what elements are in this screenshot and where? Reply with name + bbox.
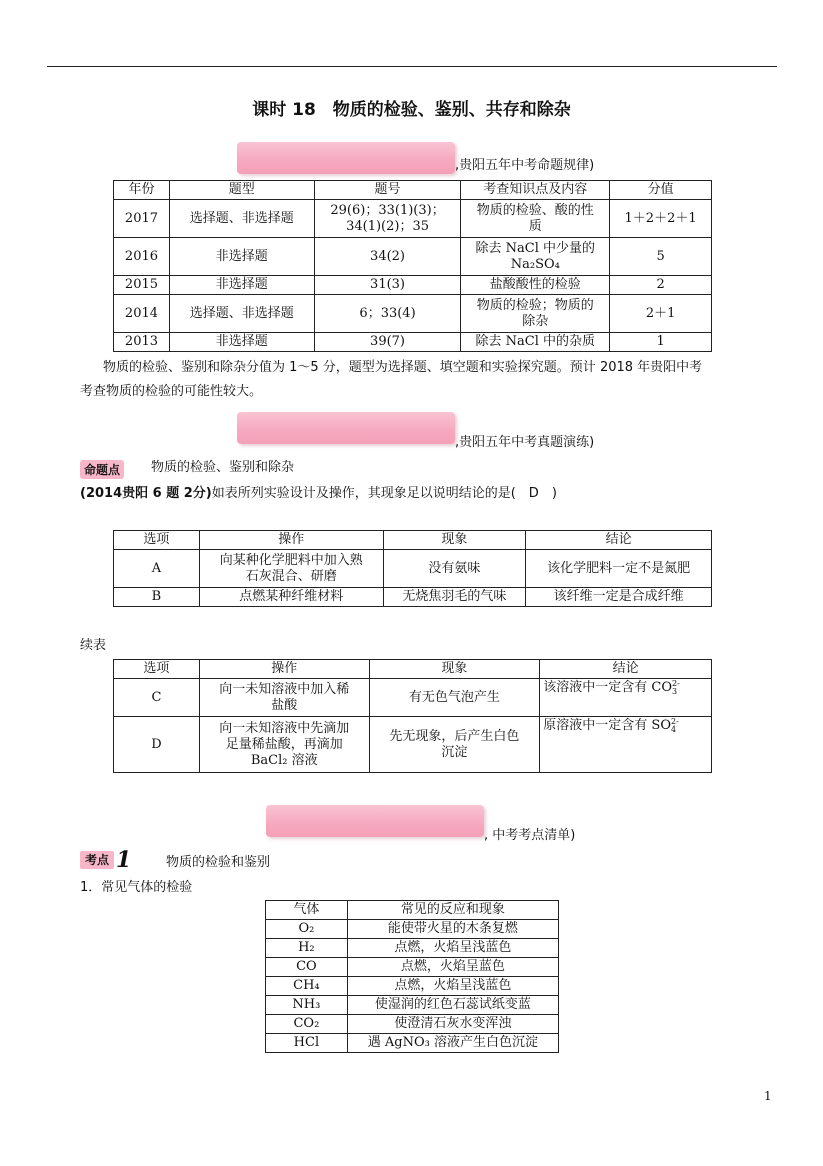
cell-conclusion: 该纤维一定是合成纤维 bbox=[526, 588, 712, 607]
cell-num: 6；33(4) bbox=[314, 295, 461, 333]
header-reaction: 常见的反应和现象 bbox=[347, 901, 558, 920]
header-type: 题型 bbox=[169, 181, 314, 200]
continued-label: 续表 bbox=[80, 638, 107, 653]
cell-option: B bbox=[114, 588, 200, 607]
gas-detection-table bbox=[265, 900, 559, 1053]
table-header-row bbox=[114, 181, 712, 200]
cell-type: 非选择题 bbox=[169, 238, 314, 276]
table-row bbox=[266, 996, 559, 1015]
header-conclusion: 结论 bbox=[526, 531, 712, 550]
cell-option: D bbox=[114, 717, 200, 773]
cell-reaction: 使湿润的红色石蕊试纸变蓝 bbox=[347, 996, 558, 1015]
section-label-3: , 中考考点清单) bbox=[484, 828, 576, 843]
cell-year: 2014 bbox=[114, 295, 170, 333]
table-header-row bbox=[114, 531, 712, 550]
cell-num: 39(7) bbox=[314, 333, 461, 352]
kaodian-tag: 考点 bbox=[80, 851, 114, 869]
cell-reaction: 使澄清石灰水变浑浊 bbox=[347, 1015, 558, 1034]
section-banner-3 bbox=[266, 805, 484, 837]
cell-topic bbox=[461, 238, 610, 276]
table-row bbox=[266, 977, 559, 996]
cell-gas: NH₃ bbox=[266, 996, 348, 1015]
header-gas: 气体 bbox=[266, 901, 348, 920]
conclusion-text: 原溶液中一定含有 SO bbox=[543, 718, 671, 733]
cell-operation-line: BaCl₂ 溶液 bbox=[250, 752, 318, 768]
cell-operation bbox=[199, 550, 383, 588]
section-banner-1 bbox=[237, 142, 455, 174]
cell-topic-line: 质 bbox=[528, 218, 542, 234]
table-row bbox=[114, 333, 712, 352]
cell-operation-line: 向一未知溶液中加入稀 bbox=[219, 681, 350, 697]
cell-num-line: 29(6)；33(1)(3)； bbox=[330, 202, 445, 218]
table-row bbox=[114, 200, 712, 238]
cell-gas: CO₂ bbox=[266, 1015, 348, 1034]
cell-conclusion bbox=[540, 717, 712, 773]
kaodian-marker bbox=[80, 847, 132, 873]
ion-subscript: 4 bbox=[670, 725, 677, 734]
kaodian-text: 物质的检验和鉴别 bbox=[166, 855, 271, 870]
table-row bbox=[114, 588, 712, 607]
header-option: 选项 bbox=[114, 531, 200, 550]
header-num: 题号 bbox=[314, 181, 461, 200]
cell-year: 2015 bbox=[114, 276, 170, 295]
experiment-table-part-2 bbox=[113, 659, 712, 773]
cell-num: 34(2) bbox=[314, 238, 461, 276]
header-conclusion: 结论 bbox=[540, 660, 712, 679]
header-score: 分值 bbox=[610, 181, 712, 200]
cell-operation bbox=[199, 679, 369, 717]
cell-phenomenon: 没有氨味 bbox=[383, 550, 526, 588]
cell-score: 2 bbox=[610, 276, 712, 295]
question-source: (2014贵阳 6 题 2分) bbox=[80, 486, 212, 501]
cell-topic bbox=[461, 295, 610, 333]
cell-score: 1＋2＋2＋1 bbox=[610, 200, 712, 238]
cell-option: A bbox=[114, 550, 200, 588]
header-rule bbox=[47, 66, 777, 67]
cell-type: 选择题、非选择题 bbox=[169, 295, 314, 333]
ion-superscript: 2- bbox=[670, 717, 679, 726]
cell-phenomenon: 有无色气泡产生 bbox=[369, 679, 540, 717]
cell-phenomenon-line: 沉淀 bbox=[441, 744, 468, 760]
cell-topic-line: Na₂SO₄ bbox=[510, 256, 560, 272]
cell-option: C bbox=[114, 679, 200, 717]
cell-phenomenon bbox=[369, 717, 540, 773]
table-row bbox=[266, 939, 559, 958]
analysis-paragraph-line-1: 物质的检验、鉴别和除杂分值为 1～5 分，题型为选择题、填空题和实验探究题。预计 2018 年贵阳中考 bbox=[103, 360, 703, 375]
ion-charge bbox=[672, 680, 680, 696]
cell-type: 非选择题 bbox=[169, 276, 314, 295]
cell-reaction: 遇 AgNO₃ 溶液产生白色沉淀 bbox=[347, 1034, 558, 1053]
table-row bbox=[114, 276, 712, 295]
ion-subscript: 3 bbox=[672, 687, 678, 696]
cell-conclusion: 该化学肥料一定不是氮肥 bbox=[526, 550, 712, 588]
header-topic: 考查知识点及内容 bbox=[461, 181, 610, 200]
mingtidian-text: 物质的检验、鉴别和除杂 bbox=[151, 460, 295, 475]
subheading: 1．常见气体的检验 bbox=[80, 880, 193, 895]
cell-topic bbox=[461, 200, 610, 238]
cell-reaction: 点燃，火焰呈浅蓝色 bbox=[347, 977, 558, 996]
cell-operation: 点燃某种纤维材料 bbox=[199, 588, 383, 607]
cell-topic-line: 除去 NaCl 中少量的 bbox=[475, 240, 596, 256]
question-line bbox=[80, 483, 557, 505]
header-phenomenon: 现象 bbox=[383, 531, 526, 550]
cell-gas: H₂ bbox=[266, 939, 348, 958]
cell-topic: 盐酸酸性的检验 bbox=[461, 276, 610, 295]
table-row bbox=[266, 1015, 559, 1034]
header-operation: 操作 bbox=[199, 660, 369, 679]
section-label-2: ,贵阳五年中考真题演练) bbox=[455, 435, 595, 450]
cell-num-line: 34(1)(2)；35 bbox=[346, 218, 429, 234]
cell-type: 选择题、非选择题 bbox=[169, 200, 314, 238]
page-title: 课时 18 物质的检验、鉴别、共存和除杂 bbox=[252, 100, 571, 120]
cell-phenomenon: 无烧焦羽毛的气味 bbox=[383, 588, 526, 607]
cell-score: 5 bbox=[610, 238, 712, 276]
cell-conclusion bbox=[540, 679, 712, 717]
cell-num: 31(3) bbox=[314, 276, 461, 295]
cell-year: 2017 bbox=[114, 200, 170, 238]
table-row bbox=[114, 717, 712, 773]
cell-reaction: 能使带火星的木条复燃 bbox=[347, 920, 558, 939]
cell-topic-line: 除杂 bbox=[522, 313, 549, 329]
cell-operation bbox=[199, 717, 369, 773]
table-row bbox=[266, 920, 559, 939]
cell-topic: 除去 NaCl 中的杂质 bbox=[461, 333, 610, 352]
cell-topic-line: 物质的检验、酸的性 bbox=[476, 202, 594, 218]
table-row bbox=[266, 1034, 559, 1053]
table-row bbox=[114, 550, 712, 588]
cell-operation-line: 向某种化学肥料中加入熟 bbox=[219, 552, 363, 568]
cell-year: 2016 bbox=[114, 238, 170, 276]
header-operation: 操作 bbox=[199, 531, 383, 550]
exam-pattern-table bbox=[113, 180, 712, 352]
cell-phenomenon-line: 先无现象，后产生白色 bbox=[389, 728, 520, 744]
question-text: 如表所列实验设计及操作，其现象足以说明结论的是( D ) bbox=[211, 486, 557, 501]
cell-gas: O₂ bbox=[266, 920, 348, 939]
analysis-paragraph-line-2: 考查物质的检验的可能性较大。 bbox=[80, 384, 263, 399]
cell-gas: CH₄ bbox=[266, 977, 348, 996]
table-row bbox=[266, 958, 559, 977]
mingtidian-tag: 命题点 bbox=[80, 460, 124, 479]
header-phenomenon: 现象 bbox=[369, 660, 540, 679]
cell-operation-line: 石灰混合、研磨 bbox=[245, 568, 337, 584]
cell-operation-line: 足量稀盐酸，再滴加 bbox=[225, 736, 343, 752]
cell-reaction: 点燃，火焰呈浅蓝色 bbox=[347, 939, 558, 958]
header-option: 选项 bbox=[114, 660, 200, 679]
cell-reaction: 点燃，火焰呈蓝色 bbox=[347, 958, 558, 977]
header-year: 年份 bbox=[114, 181, 170, 200]
cell-operation-line: 盐酸 bbox=[271, 697, 298, 713]
section-label-1: ,贵阳五年中考命题规律) bbox=[455, 158, 595, 173]
table-header-row bbox=[266, 901, 559, 920]
cell-type: 非选择题 bbox=[169, 333, 314, 352]
cell-num bbox=[314, 200, 461, 238]
table-row bbox=[114, 679, 712, 717]
ion-charge bbox=[671, 718, 679, 734]
cell-topic-line: 物质的检验；物质的 bbox=[476, 297, 594, 313]
cell-gas: HCl bbox=[266, 1034, 348, 1053]
table-row bbox=[114, 238, 712, 276]
cell-score: 1 bbox=[610, 333, 712, 352]
conclusion-text: 该溶液中一定含有 CO bbox=[543, 680, 673, 695]
experiment-table-part-1 bbox=[113, 530, 712, 607]
cell-year: 2013 bbox=[114, 333, 170, 352]
table-header-row bbox=[114, 660, 712, 679]
kaodian-number: 1 bbox=[116, 847, 132, 873]
cell-operation-line: 向一未知溶液中先滴加 bbox=[219, 720, 350, 736]
page-number: 1 bbox=[764, 1089, 772, 1103]
cell-score: 2＋1 bbox=[610, 295, 712, 333]
section-banner-2 bbox=[237, 412, 455, 444]
ion-superscript: 2- bbox=[672, 679, 680, 688]
cell-gas: CO bbox=[266, 958, 348, 977]
table-row bbox=[114, 295, 712, 333]
